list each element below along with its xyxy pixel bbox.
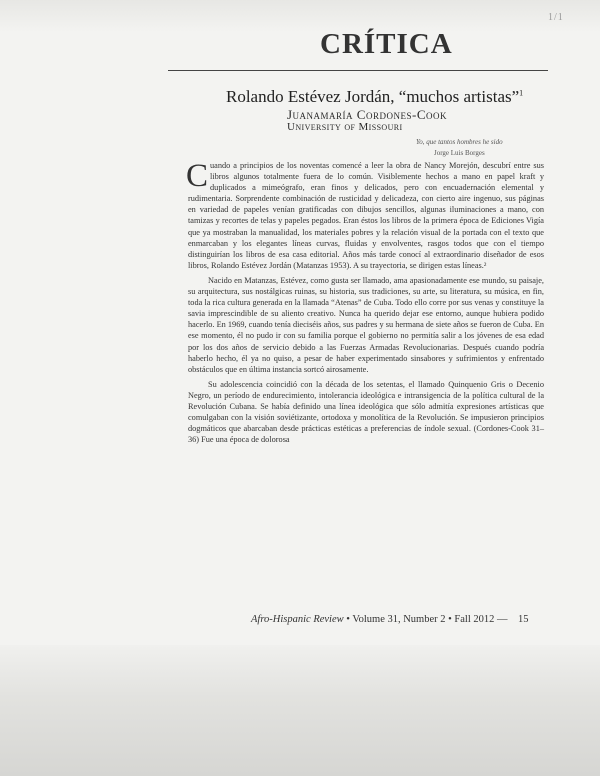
scan-shadow-top: [0, 0, 600, 32]
section-title: CRÍTICA: [320, 28, 453, 60]
drop-cap: C: [186, 158, 209, 194]
article-body: [188, 160, 544, 445]
epigraph-quote: Yo, que tantos hombres he sido: [416, 138, 503, 146]
page-footer: [251, 614, 529, 625]
author-name: Juanamaría Cordones-Cook: [287, 107, 447, 122]
issue-info: • Volume 31, Number 2 • Fall 2012 —: [343, 614, 508, 625]
article-title: [226, 87, 523, 107]
title-rule: [168, 70, 548, 71]
page-mark: 1/1: [548, 12, 564, 23]
paragraph-2: Nacido en Matanzas, Estévez, como gusta ser llamado, ama apasionadamente ese mundo, su paisaje, su arquitectura, sus nostálgicas ruinas, su historia, sus tradiciones, su arte, su literatura, su música, en fin, toda la rica cultura generada en la llamada “Atenas” de Cuba. Todo ello corre por sus venas y constituye la savia imprescindible de su aliento creativo. Nunca ha querido dejar ese entorno, aunque hubiera podido hacerlo. En 1969, cuando tenía dieciséis años, sus padres y su hermana de siete años se fueron de Cuba. En ese momento, él no pudo ir con su familia porque el gobierno no permitía salir a los jóvenes de esa edad por los dos años de servicio debido a las Fuerzas Armadas Revolucionarias. Después cuando podría haberlo hecho, él ya no quiso, a pesar de haber experimentado sinsabores y sufrimientos y enfrentado obstáculos que en última instancia sortcó airosamente.: [188, 275, 544, 374]
article-title-text: Rolando Estévez Jordán, “muchos artistas”: [226, 87, 520, 106]
paragraph-1-text: uando a principios de los noventas comencé a leer la obra de Nancy Morejón, descubrí entre sus libros algunos totalmente fuera de lo común. Visiblemente hechos a mano en papel kraft y duplicados a mimeógrafo, eran finos y delicados, pero con encuadernación elemental y rudimentaria. Sorprendente combinación de rusticidad y delicadeza, con cierto aire ingenuo, sus páginas en variedad de papeles venían gratificadas con dibujos sencillos, algunas iluminaciones a mano, con tamizas y recortes de telas y papeles pegados. Eran éstos los libros de la primera época de Ediciones Vigía que ya mostraban la manualidad, los materiales pobres y la relación visual de la portada con el texto que enmarcaban y los elegantes líneas curvas, fluidas y envolventes, rasgos todos que con el tiempo distinguirían los libros de esa casa editorial. Años más tarde conocí al extraordinario diseñador de esos libros, Rolando Estévez Jordán (Matanzas 1953). A su trayectoria, se dirigen estas líneas.²: [188, 161, 544, 270]
author-affiliation: University of Missouri: [287, 121, 403, 133]
epigraph-attribution: Jorge Luis Borges: [434, 149, 485, 157]
journal-name: Afro-Hispanic Review: [251, 614, 344, 625]
paragraph-3: Su adolescencia coincidió con la década de los setentas, el llamado Quinquenio Gris o Decenio Negro, un período de endurecimiento, intolerancia ideológica e intransigencia de la política cultural de la Revolución Cubana. Se había definido una línea ideológica que sólo admitía expresiones artísticas que comulgaban con la visión soviétizante, ortodoxa y monolítica de la Revolución. Se impusieron principios dogmáticos que abarcaban desde prácticas estéticas a preferencias de índole sexual. (Cordones-Cook 31–36) Fue una época de dolorosa: [188, 379, 544, 445]
footnote-marker: 1: [519, 88, 524, 98]
scan-shadow-bottom: [0, 645, 600, 776]
paragraph-1: [188, 160, 544, 271]
page-number: 15: [518, 614, 529, 625]
